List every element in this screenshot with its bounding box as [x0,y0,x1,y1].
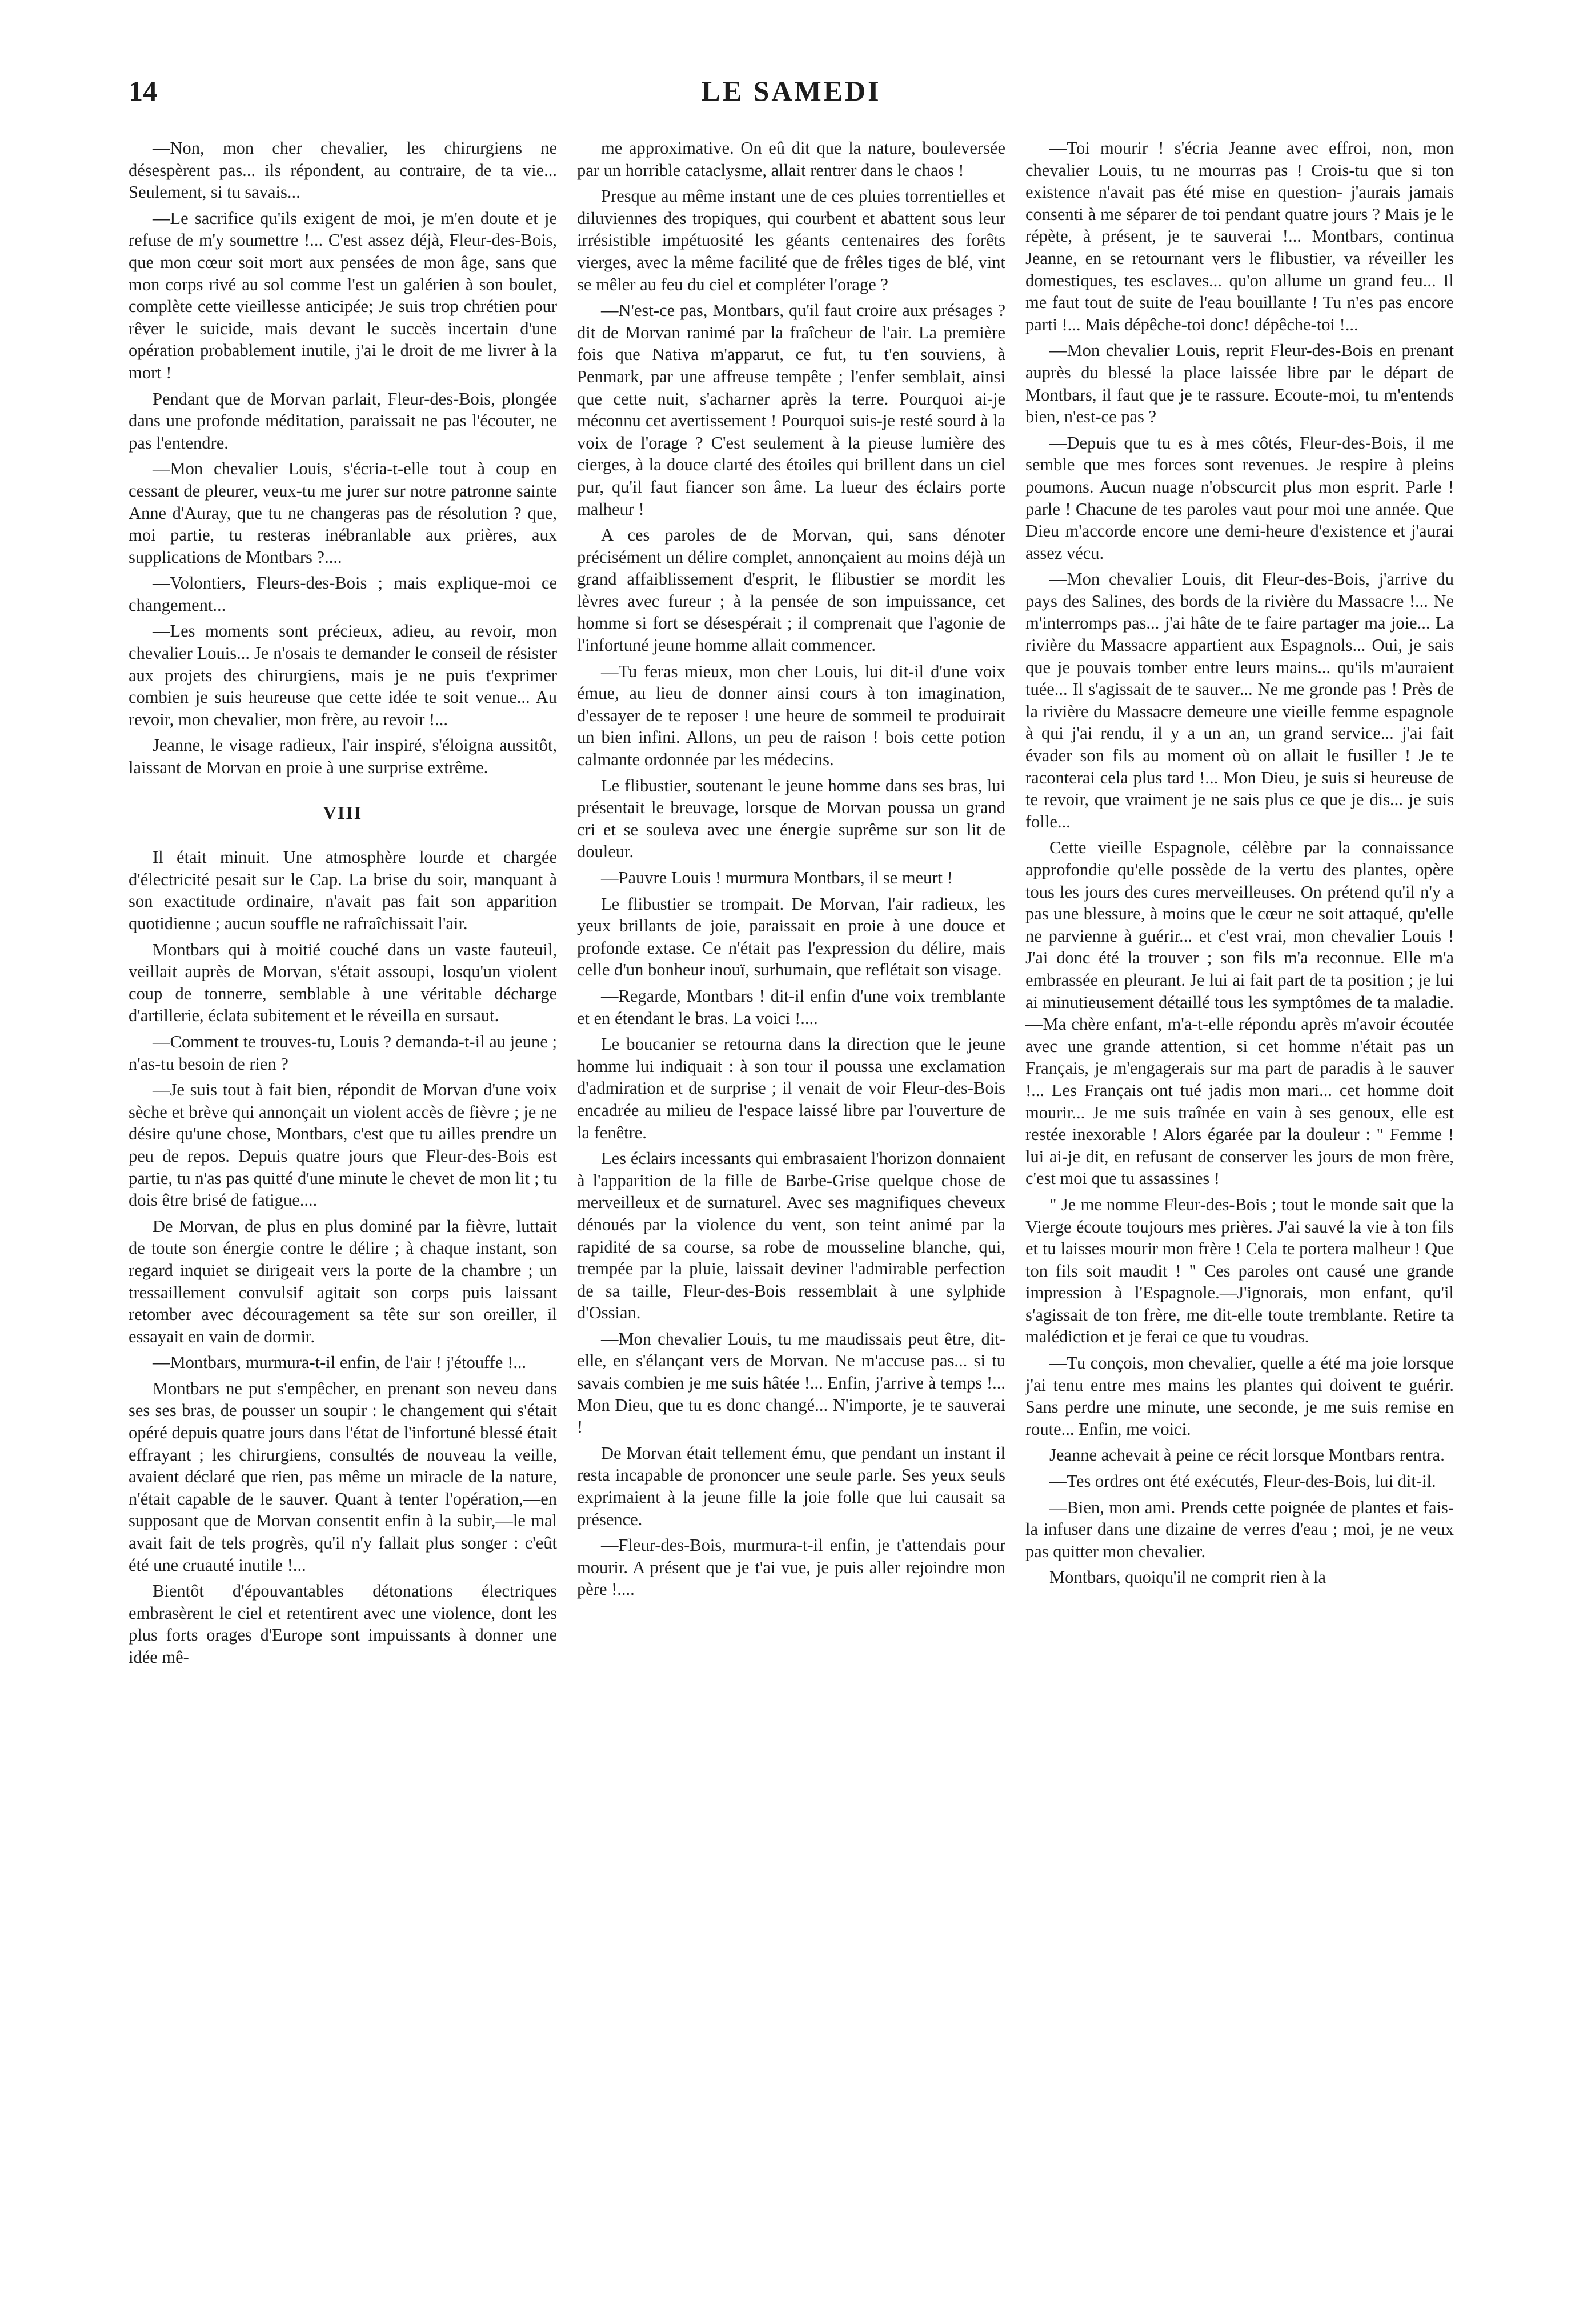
paragraph: De Morvan était tellement ému, que pendant un instant il resta incapable de prononcer une seule parle. Ses yeux seuls exprimaient à la jeune fille la joie folle que lui causait sa présence. [577,1443,1005,1529]
paragraph: —Tes ordres ont été exécutés, Fleur-des-Bois, lui dit-il. [1049,1471,1436,1491]
paragraph: —N'est-ce pas, Montbars, qu'il faut croire aux présages ? dit de Morvan ranimé par la fraîcheur de l'air. La première fois que Nativa m'apparut, ce fut, tu t'en souviens, à Penmark, par une affreuse tempête ; l'enfer semblait, ainsi que cette nuit, s'acharner après la terre. Pourquoi ai-je méconnu cet avertissement ! Pourquoi suis-je resté sourd à la voix de l'orage ? C'est seulement à la pieuse lumière des cierges, à la douce clarté des étoiles qui brillent dans un ciel pur, qu'il faut fiancer son âme. La lueur des éclairs porte malheur ! [577,301,1005,519]
paragraph: A ces paroles de de Morvan, qui, sans dénoter précisément un délire complet, annonçaient au moins déjà un grand affaiblissement d'esprit, le flibustier se mordit les lèvres avec fureur ; à la pensée de son impuissance, cet homme si fort se désespérait ; il comprenait que l'agonie de l'infortuné jeune homme allait commencer. [577,525,1005,655]
paragraph: —Tu conçois, mon chevalier, quelle a été ma joie lorsque j'ai tenu entre mes mains les plantes qui doivent te guérir. Sans perdre une minute, une seconde, je me suis remise en route... Enfin, me voici. [1025,1353,1454,1439]
paragraph: —Mon chevalier Louis, reprit Fleur-des-Bois en prenant auprès du blessé la place laissée libre par le départ de Montbars, il faut que je te rassure. Ecoute-moi, tu m'entends bien, n'est-ce pas ? [1025,341,1454,427]
paragraph: Le flibustier, soutenant le jeune homme dans ses bras, lui présentait le breuvage, lorsque de Morvan poussa un grand cri et se souleva avec une énergie suprême sur son lit de douleur. [577,775,1005,862]
paragraph: Jeanne, le visage radieux, l'air inspiré, s'éloigna aussitôt, laissant de Morvan en proie à une surprise extrême. [129,735,557,778]
page-header [129,74,1454,120]
paragraph: Montbars, quoiqu'il ne comprit rien à la [1049,1567,1326,1587]
paragraph: —Non, mon cher chevalier, les chirurgiens ne désespèrent pas... ils répondent, au contraire, de ta vie... Seulement, si tu savais... [129,138,557,202]
page-number: 14 [129,75,157,107]
paragraph: —Les moments sont précieux, adieu, au revoir, mon chevalier Louis... Je n'osais te demander le conseil de résister aux projets des chirurgiens, mais je ne puis t'exprimer combien je suis heureuse que cette idée te soit venue... Au revoir, mon chevalier, mon frère, au revoir !... [129,621,557,729]
paragraph: —Tu feras mieux, mon cher Louis, lui dit-il d'une voix émue, au lieu de donner ainsi cours à ton imagination, d'essayer de te reposer ! une heure de sommeil te produirait un bien infini. Allons, un peu de raison ! bois cette potion calmante ordonnée par les médecins. [577,661,1005,770]
column-1 [129,137,557,2303]
paragraph: Le boucanier se retourna dans la direction que le jeune homme lui indiquait : à son tour il poussa une exclamation d'admiration et de surprise ; il venait de voir Fleur-des-Bois encadrée au milieu de l'espace laissé libre par l'ouverture de la fenêtre. [577,1034,1005,1142]
column-2 [577,137,1005,2303]
paragraph: —Regarde, Montbars ! dit-il enfin d'une voix tremblante et en étendant le bras. La voici !.... [577,986,1005,1028]
column-3 [1025,137,1454,2303]
paragraph: —Comment te trouves-tu, Louis ? demanda-t-il au jeune ; n'as-tu besoin de rien ? [129,1031,557,1074]
paragraph: Jeanne achevait à peine ce récit lorsque Montbars rentra. [1049,1445,1445,1465]
paragraph: De Morvan, de plus en plus dominé par la fièvre, luttait de toute son énergie contre le délire ; à chaque instant, son regard inquiet se dirigeait vers la porte de la chambre ; un tressaillement convulsif agitait son corps puis laissant retomber avec découragement sa tête sur son oreiller, il essayait en vain de dormir. [129,1216,557,1346]
paragraph: Pendant que de Morvan parlait, Fleur-des-Bois, plongée dans une profonde méditation, paraissait ne pas l'écouter, ne pas l'entendre. [129,389,557,453]
paragraph: Cette vieille Espagnole, célèbre par la connaissance approfondie qu'elle possède de la vertu des plantes, opère tous les jours des cures merveilleuses. On prétend qu'il n'y a pas une blessure, à moins que le cœur ne soit attaqué, qu'elle ne parvienne à guérir... et c'est vrai, mon chevalier Louis ! J'ai donc été la trouver ; son fils m'a reconnue. Elle m'a embrassée en pleurant. Je lui ai fait part de ta position ; je lui ai minutieusement détaillé tous les symptômes de ta maladie.—Ma chère enfant, m'a-t-elle répondu après m'avoir écoutée avec une grande attention, si cet homme n'était pas un Français, je m'engagerais sur ma part de paradis à le sauver !... Les Français ont tué jadis mon mari... cet homme doit mourir... Je me suis traînée en vain à ses genoux, elle est restée inexorable ! Alors égarée par la douleur : " Femme ! lui ai-je dit, en refusant de conserver les jours de mon frère, c'est moi que tu assassines ! [1025,838,1454,1189]
paragraph: —Mon chevalier Louis, dit Fleur-des-Bois, j'arrive du pays des Salines, des bords de la rivière du Massacre !... Ne m'interromps pas... j'ai hâte de te faire partager ma joie... La rivière du Massacre appartient aux Espagnols... Oui, je sais que je pouvais tomber entre leurs mains... qu'ils m'auraient tuée... Il s'agissait de te sauver... Ne me gronde pas ! Près de la rivière du Massacre demeure une vieille femme espagnole à qui j'ai rendu, il y a un an, un grand service... j'ai fait évader son fils au moment où on allait le fusiller ! Je te raconterai cela plus tard !... Mon Dieu, je suis si heureuse de te revoir, que vraiment je ne sais plus ce que je dis... je suis folle... [1025,569,1454,831]
paragraph: —Le sacrifice qu'ils exigent de moi, je m'en doute et je refuse de m'y soumettre !... C'est assez déjà, Fleur-des-Bois, que mon cœur soit mort aux pensées de mon âge, sans que mon corps rivé au sol comme l'est un galérien à son boulet, complète cette vieillesse anticipée; Je suis trop chrétien pour rêver le suicide, mais devant le succès incertain d'une opération probablement inutile, j'ai le droit de me livrer à la mort ! [129,208,557,382]
section-heading: VIII [323,802,363,823]
journal-title: LE SAMEDI [701,75,881,107]
paragraph: Les éclairs incessants qui embrasaient l'horizon donnaient à l'apparition de la fille de Barbe-Grise quelque chose de merveilleux et de surnaturel. Avec ses magnifiques cheveux dénoués par la violence du vent, son teint animé par la rapidité de sa course, sa robe de mousseline blanche, qui, trempée par la pluie, laissait deviner l'admirable perfection de sa taille, Fleur-des-Bois ressemblait à une sylphide d'Ossian. [577,1149,1005,1323]
paragraph: Bientôt d'épouvantables détonations électriques embrasèrent le ciel et retentirent avec une violence, dont les plus forts orages d'Europe sont impuissants à donner une idée mê- [129,1581,557,1667]
paragraph: —Mon chevalier Louis, tu me maudissais peut être, dit-elle, en s'élançant vers de Morvan. Ne m'accuse pas... si tu savais combien je me suis hâtée !... Enfin, j'arrive à temps !... Mon Dieu, que tu es donc changé... N'importe, je te sauverai ! [577,1329,1005,1437]
paragraph: Il était minuit. Une atmosphère lourde et chargée d'électricité pesait sur le Cap. La brise du soir, manquant à son exactitude ordinaire, n'avait pas fait son apparition quotidienne ; aucun souffle ne rafraîchissait l'air. [129,847,557,933]
paragraph: —Volontiers, Fleurs-des-Bois ; mais explique-moi ce changement... [129,573,557,615]
paragraph: Montbars qui à moitié couché dans un vaste fauteuil, veillait auprès de Morvan, s'était assoupi, losqu'un violent coup de tonnerre, semblable à une véritable décharge d'artillerie, éclata subitement et le réveilla en sursaut. [129,939,557,1026]
paragraph: Presque au même instant une de ces pluies torrentielles et diluviennes des tropiques, qui courbent et abattent sous leur irrésistible impétuosité les géants centenaires des forêts vierges, avec la même facilité que de frêles tiges de blé, vint se mêler au feu du ciel et compléter l'orage ? [577,186,1005,294]
paragraph: —Mon chevalier Louis, s'écria-t-elle tout à coup en cessant de pleurer, veux-tu me jurer sur notre patronne sainte Anne d'Auray, que tu ne changeras pas de résolution ? que, moi partie, tu resteras inébranlable aux prières, aux supplications de Montbars ?.... [129,459,557,567]
paragraph: —Pauvre Louis ! murmura Montbars, il se meurt ! [601,868,953,887]
paragraph: —Toi mourir ! s'écria Jeanne avec effroi, non, mon chevalier Louis, tu ne mourras pas ! Crois-tu que si ton existence n'avait pas été mise en question- j'aurais jamais consenti à me séparer de toi pendant quatre jours ? Mais je le répète, à présent, je te sauverai !... Montbars, continua Jeanne, en se retournant vers le flibustier, va réveiller les domestiques, tes esclaves... qu'on allume un grand feu... Il me faut tout de suite de l'eau bouillante ! Tu n'es pas encore parti !... Mais dépêche-toi donc! dépêche-toi !... [1025,138,1454,334]
paragraph: —Fleur-des-Bois, murmura-t-il enfin, je t'attendais pour mourir. A présent que je t'ai vue, je puis aller rejoindre mon père !.... [577,1535,1005,1599]
paragraph: —Je suis tout à fait bien, répondit de Morvan d'une voix sèche et brève qui annonçait un violent accès de fièvre ; je ne désire qu'une chose, Montbars, c'est que tu ailles prendre un peu de repos. Depuis quatre jours que Fleur-des-Bois est partie, tu n'as pas quitté d'une minute le chevet de mon lit ; tu dois être brisé de fatigue.... [129,1080,557,1210]
paragraph: —Montbars, murmura-t-il enfin, de l'air ! j'étouffe !... [153,1353,527,1373]
paragraph: —Bien, mon ami. Prends cette poignée de plantes et fais-la infuser dans une dizaine de verres d'eau ; moi, je ne veux pas quitter mon chevalier. [1025,1497,1454,1561]
paragraph: Montbars ne put s'empêcher, en prenant son neveu dans ses ses bras, de pousser un soupir : le changement qui s'était opéré depuis quatre jours dans l'état de l'infortuné blessé était effrayant ; les chirurgiens, consultés de nouveau la veille, avaient déclaré que rien, pas même un miracle de la nature, n'était capable de le sauver. Quant à tenter l'opération,—en supposant que de Morvan consentit enfin à la subir,—le mal avait fait de tels progrès, qu'il n'y fallait plus songer : c'eût été une cruauté inutile !... [129,1378,557,1575]
paragraph: —Depuis que tu es à mes côtés, Fleur-des-Bois, il me semble que mes forces sont revenues. Je respire à pleins poumons. Aucun nuage n'obscurcit plus mon esprit. Parle ! parle ! Chacune de tes paroles vaut pour moi une année. Que Dieu m'accorde encore une demi-heure d'existence et j'aurai assez vécu. [1025,433,1454,563]
paragraph: " Je me nomme Fleur-des-Bois ; tout le monde sait que la Vierge écoute toujours mes prières. J'ai sauvé la vie à ton fils et tu laisses mourir mon frère ! Cela te portera malheur ! Que ton fils soit maudit ! " Ces paroles ont causé une grande impression à l'Espagnole.—J'ignorais, mon enfant, qu'il s'agissait de ton frère, me dit-elle toute tremblante. Retire ta malédiction et je ferai ce que tu voudras. [1025,1194,1454,1347]
paragraph: Le flibustier se trompait. De Morvan, l'air radieux, les yeux brillants de joie, paraissait en proie à une douce et profonde extase. Ce n'était pas l'expression du délire, mais celle d'un bonheur inouï, surhumain, que reflétait son visage. [577,894,1005,980]
paragraph: me approximative. On eû dit que la nature, bouleversée par un horrible cataclysme, allait rentrer dans le chaos ! [577,138,1005,180]
article-columns [129,137,1454,2303]
